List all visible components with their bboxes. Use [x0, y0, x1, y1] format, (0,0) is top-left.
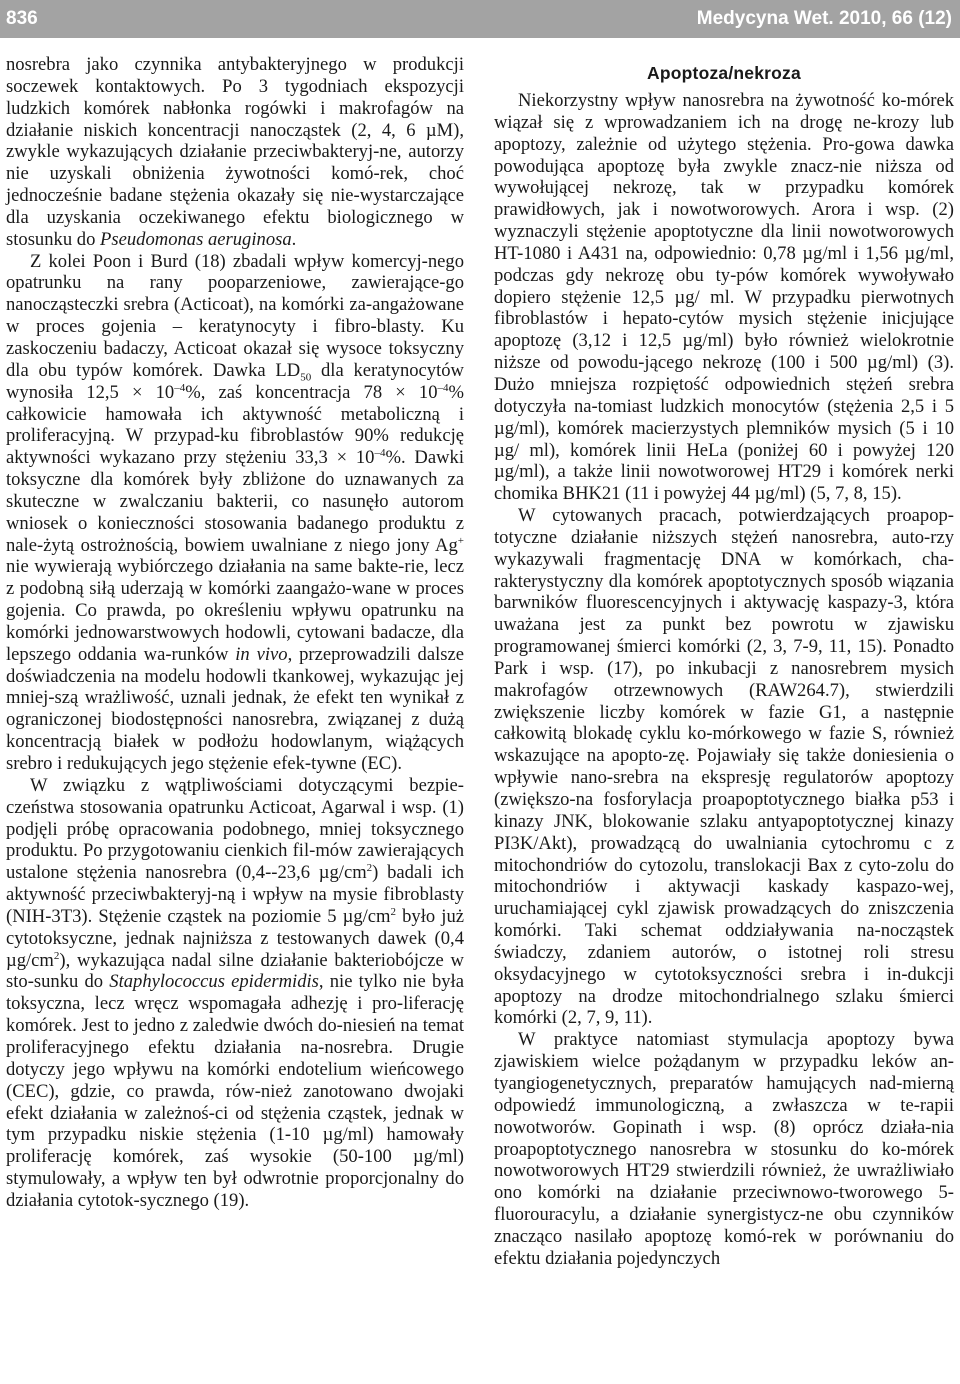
page-header [0, 0, 960, 38]
species-name: Pseudomonas aeruginosa [100, 228, 292, 250]
journal-citation: Medycyna Wet. 2010, 66 (12) [696, 8, 952, 29]
left-column [6, 54, 464, 1212]
page-number: 836 [6, 8, 38, 29]
paragraph-agarwal: W związku z wątpliwościami dotyczącymi bezpie-czeństwa stosowania opatrunku Acticoat, Agarwal i wsp. (1) podjęli próbę opracowania podobnego, mniej toksycznego produktu. Po przygotowaniu cienkich fil-mów zawierających ustalone stężenia nanosrebra (0,4--23,6 $\mu g/cm^2$) badali ich aktywność przeciwbakteryj-ną i wpływ na mysie fibroblasty (NIH-3T3). Stężenie cząstek na poziomie 5 $\mu g/cm^2$ było już cytotoksyczne, jednak najniższa z testowanych dawek (0,4 $\mu g/cm^2$), wykazująca nadal silne działanie bakteriobójcze w sto-sunku do Staphylococcus epidermidis, nie tylko nie była toksyczna, lecz wręcz wspomagała adhezję i pro-liferację komórek. Jest to jedno z zaledwie dwóch do-niesień na temat proliferacyjnego efektu działania na-nosrebra. Drugie dotyczy jego wpływu na komórki endotelium wieńcowego (CEC), gdzie, co prawda, rów-nież zanotowano dwojaki efekt działania w zależnoś-ci od stężenia cząstek, jednak w tym przypadku niskie stężenia (1-10 µg/ml) hamowały proliferację komórek, zaś wysokie (50-100 µg/ml) stymulowały, a wpływ ten był odwrotnie proporcjonalny do działania cytotok-sycznego (19). [6, 774, 464, 1211]
right-column [494, 62, 954, 1270]
paragraph-apoptosis-intro: Niekorzystny wpływ nanosrebra na żywotność ko-mórek wiązał się z wprowadzaniem ich na drogę ne-krozy lub apoptozy, zależnie od użytego stężenia. Pro-gowa dawka powodująca apoptozę była zwykle znacz-nie niższa od wywołującej nekrozę, tak w przypadku komórek prawidłowych, jak i nowotworowych. Arora i wsp. (2) wyznaczyli stężenie apoptotyczne dla linii nowotworowych HT-1080 i A431 na, odpowiednio: 0,78 µg/ml i 1,56 µg/ml, podczas gdy nekrozę obu ty-pów komórek wywoływało dopiero stężenie 12,5 µg/ ml. W przypadku pierwotnych fibroblastów i hepato-cytów mysich stężenie inicjujące apoptozę (3,12 i 12,5 µg/ml) było również wielokrotnie niższe od powodu-jącego nekrozę (100 i 500 µg/ml) (3). Dużo mniejsza rozpiętość odpowiednich stężeń srebra dotyczyła na-tomiast ludzkich monocytów (stężenia 2,5 i 5 µg/ml), komórek macierzystych plemników mysich (5 i 10 µg/ ml), komórek linii HeLa (poniżej 60 i powyżej 120 µg/ml), a także linii nowotworowej HT29 i komórek nerki chomika BHK21 (11 i powyżej 44 µg/ml) (5, 7, 8, 15). [494, 90, 954, 505]
paragraph-apoptosis-practice: W praktyce natomiast stymulacja apoptozy bywa zjawiskiem wielce pożądanym w przypadku leków an-tyangiogenetycznych, preparatów hamujących nad-mierną odpowiedź immunologiczną, a zwłaszcza w te-rapii nowotworów. Gopinath i wsp. (8) oprócz działa-nia proapoptotycznego nanosrebra w stosunku do ko-mórek nowotworowych HT29 stwierdzili również, że uwrażliwiało ono komórki na działanie przeciwnowo-tworowego 5-fluorouracylu, a działanie synergistycz-ne obu czynników znacząco nasilało apoptozę komó-rek w porównaniu do efektu działania pojedynczych [494, 1029, 954, 1269]
paragraph-apoptosis-mechanism: W cytowanych pracach, potwierdzających proapop-totyczne działanie niższych stężeń nanosrebra, auto-rzy wykazywali fragmentację DNA w komórkach, cha-rakterystyczny dla komórek apoptotycznych sposób wiązania barwników fluorescencyjnych i aktywację kaspazy-3, która uważana jest za punkt bez powrotu w zjawisku programowanej śmierci komórki (2, 3, 7-9, 11, 15). Ponadto Park i wsp. (17), po inkubacji z nanosrebrem mysich makrofagów otrzewnowych (RAW264.7), stwierdzili zwiększenie liczby komórek w fazie G1, a następnie całkowitą blokadę cyklu ko-mórkowego w fazie S, również wskazujące na apopto-zę. Pojawiały się także doniesienia o wpływie nano-srebra na ekspresję regulatorów apoptozy (zwiększo-na fosforylacja proapoptotycznego białka p53 i kinazy JNK, blokowanie szlaku antyapoptotycznej kinazy PI3K/Akt), prowadzącą do uwalniania cytochromu c z mitochondriów do cytozolu, translokacji Bax z cyto-zolu do mitochondriów i aktywacji kaskady kaspazo-wej, uruchamiającej cykl zjawisk prowadzących do zniszczenia komórki. Taki schemat oddziaływania na-nocząstek świadczy, zdaniem autorów, o istotnej roli stresu oksydacyjnego w cytotoksyczności srebra i in-dukcji apoptozy na drodze mitochondrialnego szlaku śmierci komórki (2, 7, 9, 11). [494, 505, 954, 1029]
paragraph-continued: nosrebra jako czynnika antybakteryjnego w produkcji soczewek kontaktowych. Po 3 tygodniach ekspozycji ludzkich komórek nabłonka rogówki i makrofagów na działanie niskich koncentracji nanocząstek (2, 4, 6 µM), zwykle wykazujących działanie przeciwbakteryj-ne, autorzy nie uzyskali obniżenia żywotności komó-rek, choć jednocześnie badane stężenia okazały się nie-wystarczające dla uzyskania oczekiwanego efektu biologicznego w stosunku do Pseudomonas aeruginosa. [6, 54, 464, 250]
section-title: Apoptoza/nekroza [647, 63, 801, 83]
species-name: Staphylococcus epidermidis [109, 971, 319, 993]
paragraph-poon-burd: Z kolei Poon i Burd (18) zbadali wpływ komercyj-nego opatrunku na rany pooparzeniowe, zawierające-go nanocząsteczki srebra (Acticoat), na komórki za-angażowane w proces gojenia – keratynocyty i fibro-blasty. Ku zaskoczeniu badaczy, Acticoat okazał się wysoce toksyczny dla obu typów komórek. Dawka $LD_{50}$ dla keratynocytów wynosiła $12,5 \times 10^{-4}\%$, zaś koncentracja $78 \times 10^{-4}\%$ całkowicie hamowała ich aktywność metaboliczną i proliferacyjną. W przypad-ku fibroblastów 90% redukcję aktywności wykazano przy stężeniu $33,3 \times 10^{-4}\%$. Dawki toksyczne dla komórek były zbliżone do uznawanych za skuteczne w zwalczaniu bakterii, co nasunęło autorom wniosek o konieczności stosowania badanego produktu z nale-żytą ostrożnością, bowiem uwalniane z niego jony Ag+ nie wywierają wybiórczego działania na same bakte-rie, lecz z podobną siłą uderzają w komórki zaangażo-wane w proces gojenia. Co prawda, po określeniu wpływu opatrunku na komórki jednowarstwowych hodowli, cytowani badacze, dla lepszego oddania wa-runków in vivo, przeprowadzili dalsze doświadczenia na modelu hodowli tkankowej, wykazując jej mniej-szą wrażliwość, uznali jednak, że efekt ten wynikał z ograniczonej biodostępności nanosrebra, związanej z dużą koncentracją białek w podłożu hodowlanym, wiążących srebro i redukujących jego stężenie efek-tywne (EC). [6, 250, 464, 774]
